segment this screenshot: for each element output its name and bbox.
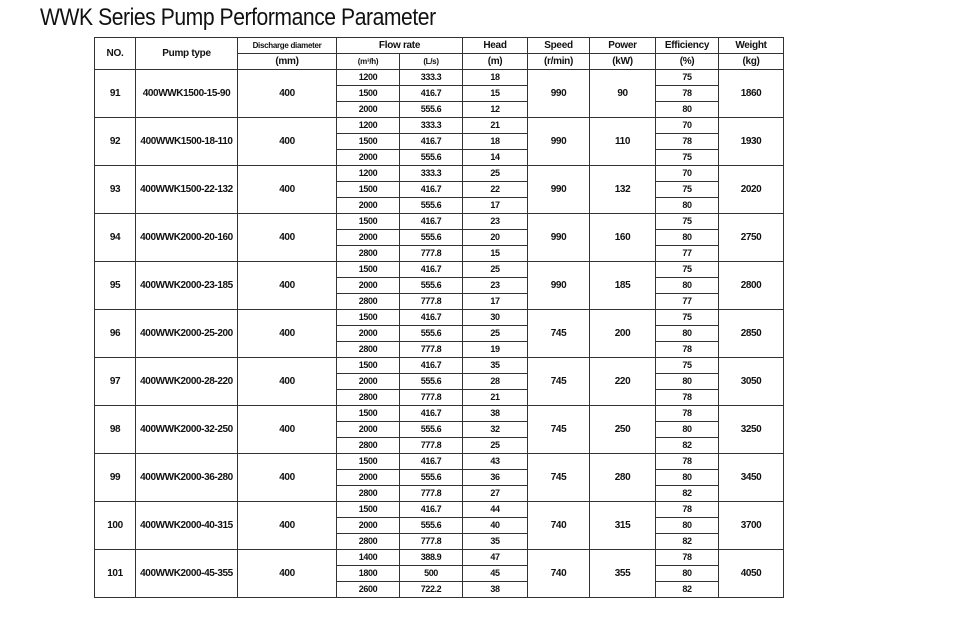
efficiency-value: 82	[656, 534, 719, 550]
flow-m3h: 2800	[337, 486, 400, 502]
flow-m3h: 2800	[337, 342, 400, 358]
table-row	[95, 550, 784, 566]
flow-ls: 416.7	[400, 406, 463, 422]
efficiency-value: 82	[656, 438, 719, 454]
flow-ls: 555.6	[400, 102, 463, 118]
pump-type: 400WWK2000-25-200	[136, 310, 238, 358]
flow-m3h: 2800	[337, 534, 400, 550]
flow-m3h: 2000	[337, 278, 400, 294]
header-power-unit: (kW)	[590, 54, 656, 70]
flow-m3h: 1800	[337, 566, 400, 582]
flow-m3h: 2000	[337, 102, 400, 118]
efficiency-value: 80	[656, 374, 719, 390]
flow-m3h: 1200	[337, 118, 400, 134]
flow-m3h: 2000	[337, 374, 400, 390]
efficiency-value: 78	[656, 454, 719, 470]
table-row	[95, 70, 784, 86]
flow-m3h: 2000	[337, 518, 400, 534]
discharge-diameter: 400	[238, 70, 337, 118]
header-efficiency: Efficiency	[656, 38, 719, 54]
head-value: 21	[463, 390, 528, 406]
pump-type: 400WWK2000-20-160	[136, 214, 238, 262]
efficiency-value: 70	[656, 118, 719, 134]
flow-m3h: 1500	[337, 454, 400, 470]
speed-value: 740	[528, 502, 590, 550]
table-row	[95, 118, 784, 134]
flow-ls: 777.8	[400, 534, 463, 550]
head-value: 17	[463, 198, 528, 214]
flow-ls: 416.7	[400, 454, 463, 470]
flow-ls: 416.7	[400, 358, 463, 374]
discharge-diameter: 400	[238, 550, 337, 598]
pump-no: 94	[95, 214, 136, 262]
weight-value: 2800	[719, 262, 784, 310]
head-value: 28	[463, 374, 528, 390]
discharge-diameter: 400	[238, 166, 337, 214]
flow-ls: 416.7	[400, 262, 463, 278]
head-value: 35	[463, 534, 528, 550]
flow-ls: 555.6	[400, 278, 463, 294]
efficiency-value: 75	[656, 310, 719, 326]
discharge-diameter: 400	[238, 358, 337, 406]
efficiency-value: 75	[656, 70, 719, 86]
flow-m3h: 2000	[337, 198, 400, 214]
flow-m3h: 2800	[337, 246, 400, 262]
efficiency-value: 80	[656, 278, 719, 294]
discharge-diameter: 400	[238, 454, 337, 502]
efficiency-value: 80	[656, 230, 719, 246]
efficiency-value: 78	[656, 550, 719, 566]
header-discharge: Discharge diameter	[238, 38, 337, 54]
flow-ls: 416.7	[400, 502, 463, 518]
header-weight: Weight	[719, 38, 784, 54]
discharge-diameter: 400	[238, 262, 337, 310]
efficiency-value: 78	[656, 390, 719, 406]
speed-value: 745	[528, 454, 590, 502]
efficiency-value: 75	[656, 182, 719, 198]
discharge-diameter: 400	[238, 406, 337, 454]
flow-m3h: 1200	[337, 70, 400, 86]
head-value: 38	[463, 582, 528, 598]
pump-no: 92	[95, 118, 136, 166]
table-row	[95, 358, 784, 374]
flow-m3h: 2000	[337, 326, 400, 342]
pump-type: 400WWK2000-40-315	[136, 502, 238, 550]
head-value: 25	[463, 326, 528, 342]
head-value: 23	[463, 278, 528, 294]
flow-ls: 416.7	[400, 214, 463, 230]
header-flow: Flow rate	[337, 38, 463, 54]
header-efficiency-unit: (%)	[656, 54, 719, 70]
pump-type: 400WWK2000-36-280	[136, 454, 238, 502]
flow-m3h: 1500	[337, 310, 400, 326]
speed-value: 990	[528, 214, 590, 262]
pump-no: 100	[95, 502, 136, 550]
pump-type: 400WWK1500-15-90	[136, 70, 238, 118]
power-value: 160	[590, 214, 656, 262]
pump-type: 400WWK2000-28-220	[136, 358, 238, 406]
header-flow-unit-m3h: (m³/h)	[337, 54, 400, 70]
efficiency-value: 80	[656, 470, 719, 486]
flow-m3h: 2000	[337, 150, 400, 166]
efficiency-value: 75	[656, 214, 719, 230]
pump-no: 99	[95, 454, 136, 502]
flow-m3h: 1500	[337, 406, 400, 422]
head-value: 45	[463, 566, 528, 582]
efficiency-value: 80	[656, 518, 719, 534]
discharge-diameter: 400	[238, 214, 337, 262]
efficiency-value: 80	[656, 102, 719, 118]
head-value: 25	[463, 438, 528, 454]
head-value: 25	[463, 166, 528, 182]
discharge-diameter: 400	[238, 118, 337, 166]
head-value: 18	[463, 70, 528, 86]
speed-value: 745	[528, 310, 590, 358]
speed-value: 745	[528, 406, 590, 454]
flow-ls: 555.6	[400, 150, 463, 166]
pump-no: 97	[95, 358, 136, 406]
power-value: 110	[590, 118, 656, 166]
flow-ls: 333.3	[400, 118, 463, 134]
head-value: 36	[463, 470, 528, 486]
header-flow-unit-ls: (L/s)	[400, 54, 463, 70]
pump-no: 91	[95, 70, 136, 118]
flow-m3h: 1500	[337, 182, 400, 198]
discharge-diameter: 400	[238, 310, 337, 358]
pump-type: 400WWK2000-32-250	[136, 406, 238, 454]
flow-m3h: 1200	[337, 166, 400, 182]
header-no: NO.	[95, 38, 136, 70]
pump-no: 93	[95, 166, 136, 214]
flow-m3h: 2000	[337, 470, 400, 486]
efficiency-value: 75	[656, 150, 719, 166]
pump-type: 400WWK2000-23-185	[136, 262, 238, 310]
weight-value: 3250	[719, 406, 784, 454]
power-value: 315	[590, 502, 656, 550]
efficiency-value: 77	[656, 246, 719, 262]
flow-ls: 555.6	[400, 230, 463, 246]
efficiency-value: 82	[656, 486, 719, 502]
power-value: 185	[590, 262, 656, 310]
head-value: 25	[463, 262, 528, 278]
head-value: 19	[463, 342, 528, 358]
power-value: 200	[590, 310, 656, 358]
flow-ls: 555.6	[400, 470, 463, 486]
flow-ls: 777.8	[400, 486, 463, 502]
efficiency-value: 75	[656, 262, 719, 278]
head-value: 21	[463, 118, 528, 134]
flow-ls: 333.3	[400, 166, 463, 182]
head-value: 38	[463, 406, 528, 422]
flow-m3h: 2600	[337, 582, 400, 598]
pump-no: 101	[95, 550, 136, 598]
flow-m3h: 2000	[337, 422, 400, 438]
table-row	[95, 310, 784, 326]
speed-value: 740	[528, 550, 590, 598]
flow-ls: 777.8	[400, 294, 463, 310]
flow-m3h: 2800	[337, 438, 400, 454]
power-value: 220	[590, 358, 656, 406]
flow-m3h: 2800	[337, 294, 400, 310]
table-row	[95, 214, 784, 230]
speed-value: 745	[528, 358, 590, 406]
head-value: 14	[463, 150, 528, 166]
head-value: 18	[463, 134, 528, 150]
flow-m3h: 1400	[337, 550, 400, 566]
header-power: Power	[590, 38, 656, 54]
flow-ls: 777.8	[400, 438, 463, 454]
header-speed-unit: (r/min)	[528, 54, 590, 70]
flow-m3h: 1500	[337, 86, 400, 102]
discharge-diameter: 400	[238, 502, 337, 550]
weight-value: 2750	[719, 214, 784, 262]
flow-ls: 416.7	[400, 134, 463, 150]
efficiency-value: 78	[656, 406, 719, 422]
speed-value: 990	[528, 262, 590, 310]
weight-value: 3700	[719, 502, 784, 550]
flow-m3h: 1500	[337, 134, 400, 150]
table-row	[95, 406, 784, 422]
weight-value: 4050	[719, 550, 784, 598]
speed-value: 990	[528, 166, 590, 214]
head-value: 20	[463, 230, 528, 246]
flow-ls: 333.3	[400, 70, 463, 86]
weight-value: 1930	[719, 118, 784, 166]
power-value: 90	[590, 70, 656, 118]
head-value: 44	[463, 502, 528, 518]
flow-m3h: 2000	[337, 230, 400, 246]
flow-ls: 416.7	[400, 182, 463, 198]
head-value: 35	[463, 358, 528, 374]
weight-value: 3450	[719, 454, 784, 502]
power-value: 280	[590, 454, 656, 502]
header-pump-type: Pump type	[136, 38, 238, 70]
head-value: 22	[463, 182, 528, 198]
flow-ls: 416.7	[400, 86, 463, 102]
head-value: 27	[463, 486, 528, 502]
flow-ls: 500	[400, 566, 463, 582]
flow-ls: 555.6	[400, 422, 463, 438]
head-value: 43	[463, 454, 528, 470]
table-row	[95, 454, 784, 470]
head-value: 12	[463, 102, 528, 118]
flow-ls: 722.2	[400, 582, 463, 598]
efficiency-value: 77	[656, 294, 719, 310]
pump-no: 95	[95, 262, 136, 310]
flow-ls: 555.6	[400, 326, 463, 342]
efficiency-value: 78	[656, 502, 719, 518]
header-discharge-unit: (mm)	[238, 54, 337, 70]
flow-m3h: 1500	[337, 262, 400, 278]
power-value: 132	[590, 166, 656, 214]
efficiency-value: 80	[656, 326, 719, 342]
efficiency-value: 80	[656, 566, 719, 582]
flow-ls: 777.8	[400, 246, 463, 262]
flow-ls: 555.6	[400, 374, 463, 390]
flow-m3h: 1500	[337, 214, 400, 230]
speed-value: 990	[528, 70, 590, 118]
weight-value: 1860	[719, 70, 784, 118]
pump-no: 96	[95, 310, 136, 358]
flow-ls: 388.9	[400, 550, 463, 566]
efficiency-value: 75	[656, 358, 719, 374]
header-head: Head	[463, 38, 528, 54]
weight-value: 2850	[719, 310, 784, 358]
table-row	[95, 166, 784, 182]
table-body	[95, 70, 784, 598]
table-header	[95, 38, 784, 70]
flow-m3h: 1500	[337, 502, 400, 518]
pump-type: 400WWK2000-45-355	[136, 550, 238, 598]
header-weight-unit: (kg)	[719, 54, 784, 70]
power-value: 250	[590, 406, 656, 454]
flow-m3h: 2800	[337, 390, 400, 406]
efficiency-value: 70	[656, 166, 719, 182]
flow-ls: 555.6	[400, 198, 463, 214]
pump-type: 400WWK1500-18-110	[136, 118, 238, 166]
head-value: 30	[463, 310, 528, 326]
head-value: 15	[463, 246, 528, 262]
table-row	[95, 262, 784, 278]
flow-ls: 777.8	[400, 390, 463, 406]
flow-ls: 777.8	[400, 342, 463, 358]
flow-m3h: 1500	[337, 358, 400, 374]
head-value: 23	[463, 214, 528, 230]
pump-no: 98	[95, 406, 136, 454]
efficiency-value: 78	[656, 86, 719, 102]
flow-ls: 555.6	[400, 518, 463, 534]
weight-value: 3050	[719, 358, 784, 406]
weight-value: 2020	[719, 166, 784, 214]
header-head-unit: (m)	[463, 54, 528, 70]
table-row	[95, 502, 784, 518]
page-title: WWK Series Pump Performance Parameter	[40, 4, 436, 31]
speed-value: 990	[528, 118, 590, 166]
head-value: 47	[463, 550, 528, 566]
efficiency-value: 82	[656, 582, 719, 598]
power-value: 355	[590, 550, 656, 598]
flow-ls: 416.7	[400, 310, 463, 326]
pump-performance-table	[94, 37, 784, 598]
head-value: 40	[463, 518, 528, 534]
efficiency-value: 80	[656, 422, 719, 438]
head-value: 17	[463, 294, 528, 310]
pump-type: 400WWK1500-22-132	[136, 166, 238, 214]
header-speed: Speed	[528, 38, 590, 54]
head-value: 32	[463, 422, 528, 438]
efficiency-value: 78	[656, 134, 719, 150]
efficiency-value: 78	[656, 342, 719, 358]
efficiency-value: 80	[656, 198, 719, 214]
head-value: 15	[463, 86, 528, 102]
